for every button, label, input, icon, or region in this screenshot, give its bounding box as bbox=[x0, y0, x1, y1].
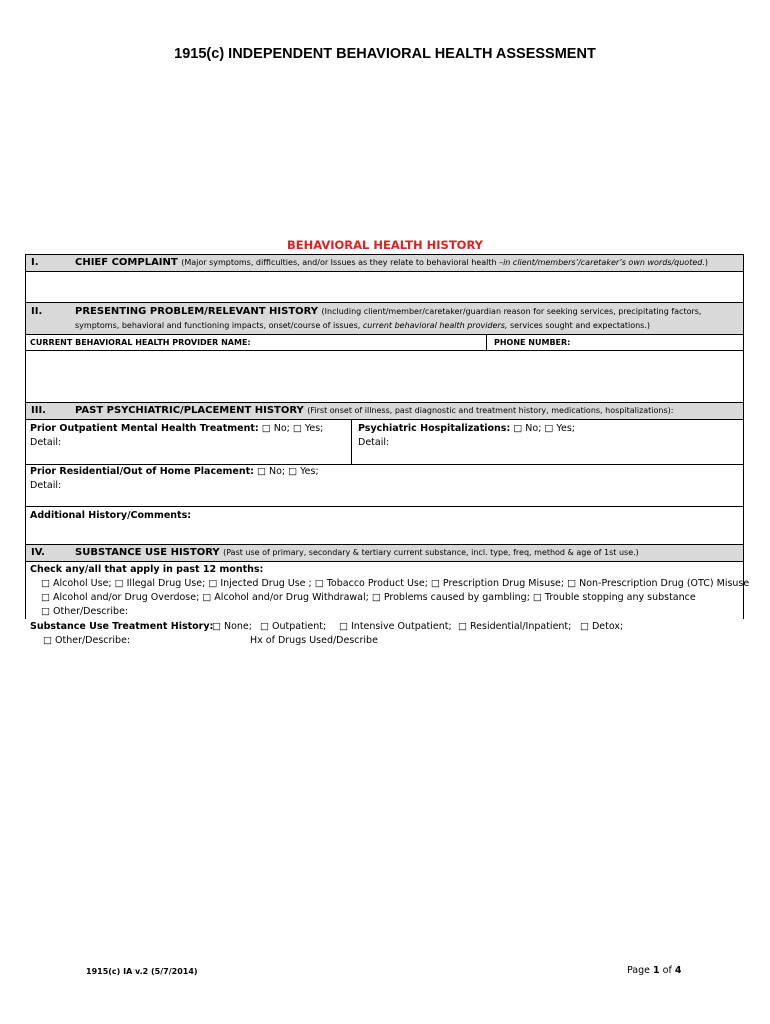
page-current: 1 bbox=[653, 965, 660, 976]
hospitalizations-detail-label: Detail: bbox=[358, 437, 390, 448]
presenting-problem-field[interactable] bbox=[26, 351, 743, 401]
section-2-roman: II. bbox=[31, 306, 43, 317]
check-apply-label: Check any/all that apply in past 12 months: bbox=[30, 564, 264, 575]
assessment-form bbox=[25, 254, 750, 619]
past-psychiatric-label: PAST PSYCHIATRIC/PLACEMENT HISTORY bbox=[75, 405, 304, 416]
section-1-heading bbox=[75, 257, 708, 268]
treatment-detox-option[interactable]: □ Detox; bbox=[580, 621, 624, 632]
section-3-header bbox=[26, 402, 743, 420]
footer-version: 1915(c) IA v.2 (5/7/2014) bbox=[86, 967, 198, 976]
provider-divider bbox=[486, 334, 487, 350]
section-4-heading bbox=[75, 547, 639, 558]
residential-label: Prior Residential/Out of Home Placement: bbox=[30, 466, 254, 477]
outpatient-label: Prior Outpatient Mental Health Treatment: bbox=[30, 423, 259, 434]
residential-row bbox=[30, 466, 319, 477]
page-total: 4 bbox=[674, 965, 682, 976]
treatment-other-option[interactable]: □ Other/Describe: bbox=[43, 635, 131, 646]
chief-complaint-note: (Major symptoms, difficulties, and/or Issues as they relate to behavioral health –in client/members’/caretaker’s own words/quoted.) bbox=[181, 258, 708, 267]
substance-options-line-3[interactable]: □ Other/Describe: bbox=[41, 606, 129, 617]
residential-options[interactable]: □ No; □ Yes; bbox=[257, 466, 319, 477]
hospitalizations-row bbox=[358, 423, 575, 434]
treatment-residential-option[interactable]: □ Residential/Inpatient; bbox=[458, 621, 572, 632]
section-3-roman: III. bbox=[31, 405, 46, 416]
residential-detail-label: Detail: bbox=[30, 480, 62, 491]
presenting-problem-label: PRESENTING PROBLEM/RELEVANT HISTORY bbox=[75, 306, 319, 317]
presenting-problem-note-2: symptoms, behavioral and functioning impacts, onset/course of issues, current behavioral health providers, services sought and expectations.) bbox=[75, 321, 651, 330]
outpatient-detail-label: Detail: bbox=[30, 437, 62, 448]
additional-history-label: Additional History/Comments: bbox=[30, 510, 192, 521]
section-3-heading bbox=[75, 405, 673, 416]
substance-options-line-1[interactable]: □ Alcohol Use; □ Illegal Drug Use; □ Injected Drug Use ; □ Tobacco Product Use; □ Prescription Drug Misuse; □ Non-Prescription Drug (OTC) Misuse bbox=[41, 578, 750, 589]
substance-use-note: (Past use of primary, secondary & tertiary current substance, incl. type, freq, method & age of 1st use.) bbox=[223, 548, 639, 557]
presenting-problem-note-1: (Including client/member/caretaker/guardian reason for seeking services, precipitating factors, bbox=[321, 307, 702, 316]
page-indicator: Page 1 of 4 bbox=[627, 965, 682, 976]
section-3-row-line-2 bbox=[26, 506, 743, 507]
section-heading: BEHAVIORAL HEALTH HISTORY bbox=[286, 238, 484, 252]
chief-complaint-label: CHIEF COMPLAINT bbox=[75, 257, 178, 268]
provider-name-label: CURRENT BEHAVIORAL HEALTH PROVIDER NAME: bbox=[30, 338, 251, 347]
section-2-heading bbox=[75, 306, 701, 317]
past-psychiatric-note: (First onset of illness, past diagnostic and treatment history, medications, hospitalizations): bbox=[307, 406, 674, 415]
phone-number-label: PHONE NUMBER: bbox=[494, 338, 571, 347]
drugs-used-label: Hx of Drugs Used/Describe bbox=[250, 635, 378, 646]
treatment-none-option[interactable]: □ None; bbox=[212, 621, 252, 632]
section-1-header bbox=[26, 255, 743, 272]
section-4-header bbox=[26, 544, 743, 562]
outpatient-options[interactable]: □ No; □ Yes; bbox=[261, 423, 324, 434]
hospitalizations-label: Psychiatric Hospitalizations: bbox=[358, 423, 511, 434]
section-3-divider bbox=[351, 419, 352, 464]
document-title: 1915(c) INDEPENDENT BEHAVIORAL HEALTH ASSESSMENT bbox=[174, 46, 596, 62]
hospitalizations-options[interactable]: □ No; □ Yes; bbox=[513, 423, 575, 434]
substance-use-label: SUBSTANCE USE HISTORY bbox=[75, 547, 220, 558]
section-4-roman: IV. bbox=[31, 547, 45, 558]
substance-options-line-2[interactable]: □ Alcohol and/or Drug Overdose; □ Alcohol and/or Drug Withdrawal; □ Problems caused by gambling; □ Trouble stopping any substance bbox=[41, 592, 696, 603]
treatment-history-label: Substance Use Treatment History: bbox=[30, 621, 214, 632]
section-2-header bbox=[26, 302, 743, 335]
section-3-row-line-1 bbox=[26, 464, 743, 465]
outpatient-row bbox=[30, 423, 323, 434]
section-1-roman: I. bbox=[31, 257, 39, 268]
chief-complaint-field[interactable] bbox=[26, 272, 743, 302]
treatment-intensive-option[interactable]: □ Intensive Outpatient; bbox=[339, 621, 452, 632]
treatment-outpatient-option[interactable]: □ Outpatient; bbox=[260, 621, 327, 632]
